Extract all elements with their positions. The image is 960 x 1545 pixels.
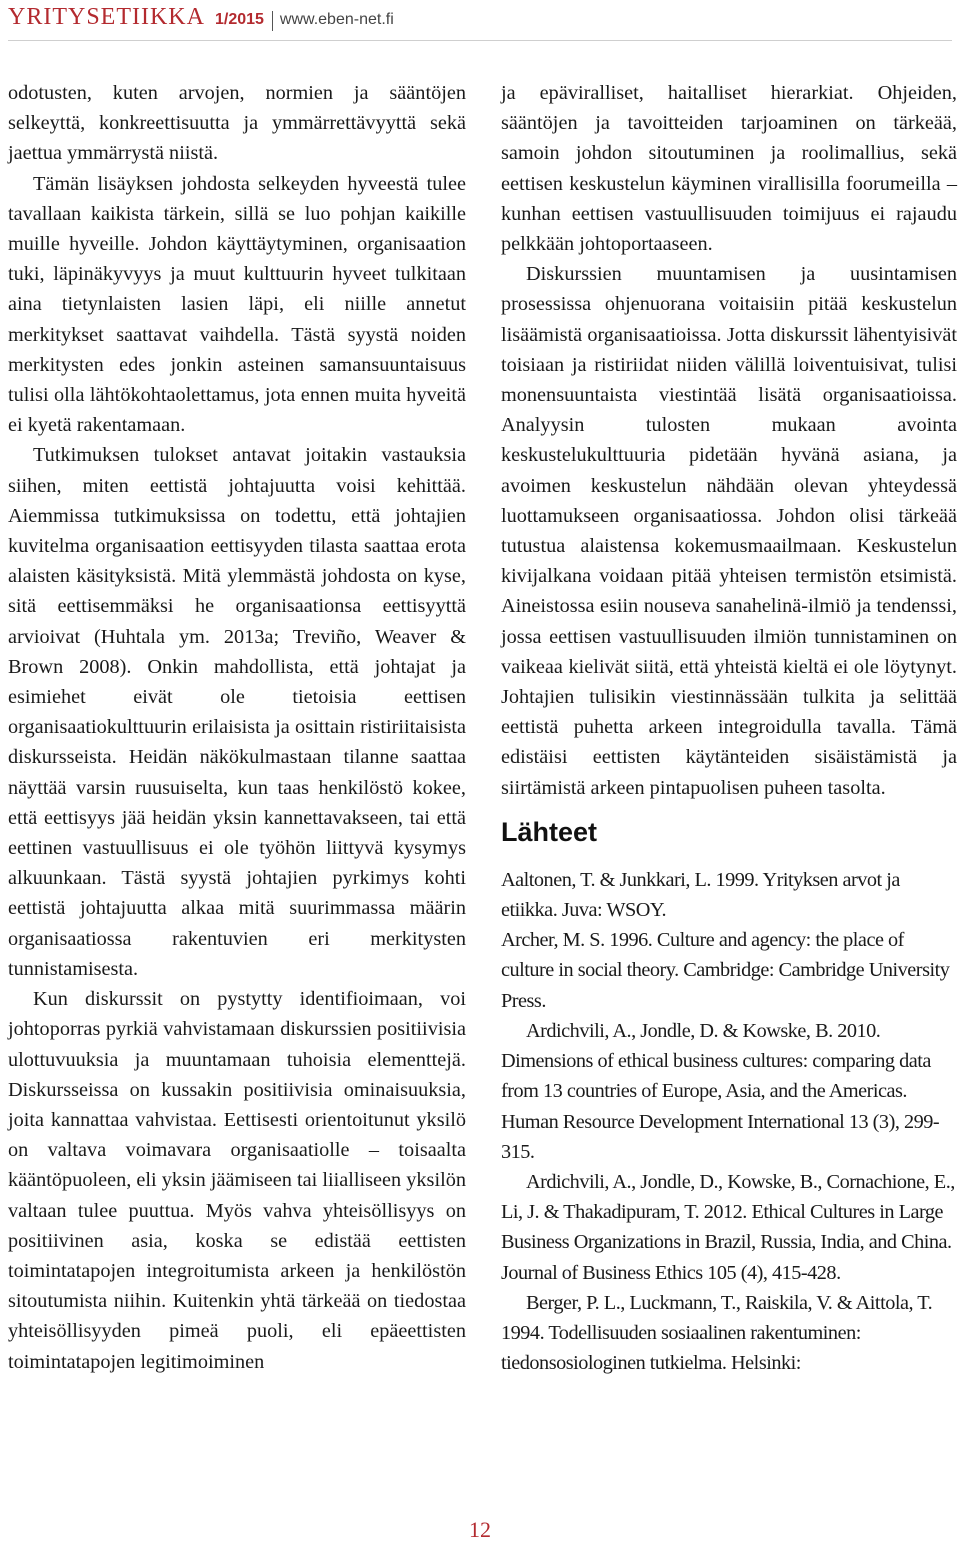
body-paragraph: ja epäviralliset, haitalliset hierarkiat. Ohjeiden, sääntöjen ja tavoitteiden tarjoaminen on tärkeää, samoin johdon sitoutuminen ja roolimallius, sekä eettisen keskustelun käyminen virallisilla foorumeilla – kunhan eettisen vastuullisuuden toimijuus ei rajaudu pelkkään johtoportaaseen. bbox=[501, 82, 957, 256]
references-heading: Lähteet bbox=[501, 816, 598, 847]
page-header bbox=[8, 4, 394, 38]
body-paragraph: Tutkimuksen tulokset antavat joitakin vastauksia siihen, miten eettistä johtajuutta voisi kehittää. Aiemmissa tutkimuksissa on todettu, että johtajien kuvitelma organisaation eettisyyden tilasta saattaa erota alaisten käsityksistä. Mitä ylemmästä johdosta on kyse, sitä eettisemmäksi he organisaationsa eettisyyttä arvioivat (Huhtala ym. 2013a; Treviño, Weaver & Brown 2008). Onkin mahdollista, että johtajat ja esimiehet eivät ole tietoisia eettisen organisaatiokulttuurin erilaisista ja osittain ristiriitaisista diskursseista. Heidän näkökulmastaan tilanne saattaa näyttää varsin ruusuiselta, kun taas henkilöstö kokee, että eettisyys jää heidän yksin kannettavakseen, tai että eettinen vastuullisuus ei ole työhön liittyvä kysymys alkuunkaan. Tästä syystä johtajien pyrkimys kohti eettistä johtajuutta alkaa mitä suurimmassa määrin organisaatiossa rakentuvien eri merkitysten tunnistamisesta. bbox=[8, 444, 466, 980]
body-paragraph: odotusten, kuten arvojen, normien ja sääntöjen selkeyttä, konkreettisuutta ja ymmärrettävyyttä sekä jaettua ymmärrystä niistä. bbox=[8, 82, 466, 165]
reference-item: Aaltonen, T. & Junkkari, L. 1999. Yrityksen arvot ja etiikka. Juva: WSOY. bbox=[501, 868, 900, 922]
body-paragraph: Diskurssien muuntamisen ja uusintamisen prosessissa ohjenuorana voitaisiin pitää keskustelun lisäämistä organisaatioissa. Jotta diskurssit lähentyisivät toisiaan ja ristiriidat niiden välillä loiventuisivat, tulisi monensuuntaista viestintää lisätä organisaatioissa. Analyysin tulosten mukaan avointa keskustelukulttuuria pidetään hyvänä asiana, ja avoimen keskustelun nähdään olevan yhteydessä luottamukseen organisaatiossa. Johdon olisi tärkeää tutustua alaistensa kokemusmaailmaan. Keskustelun kivijalkana voidaan pitää yhteisen termistön etsimistä. Aineistossa esiin nouseva sanahelinä-ilmiö ja tendenssi, jossa eettisen vastuullisuuden ilmiön tunnistaminen on vaikeaa kielivät siitä, että yhteistä kieltä ei ole löytynyt. Johtajien tulisikin viestinnässään tulkita ja selittää eettistä puhetta arkeen integroidulla tavalla. Tämä edistäisi eettisten käytänteiden sisäistämistä ja siirtämistä arkeen pintapuolisen puheen tasolta. bbox=[501, 263, 957, 799]
reference-item: Ardichvili, A., Jondle, D. & Kowske, B. 2010. Dimensions of ethical business cultures: comparing data from 13 countries of Europe, Asia, and the Americas. Human Resource Development International 13 (3), 299-315. bbox=[501, 1019, 940, 1163]
magazine-url: www.eben-net.fi bbox=[279, 11, 394, 28]
right-column bbox=[501, 78, 957, 1378]
header-separator bbox=[272, 11, 273, 31]
reference-item: Archer, M. S. 1996. Culture and agency: the place of culture in social theory. Cambridge: Cambridge University Press. bbox=[501, 929, 950, 1012]
issue-number: 1/2015 bbox=[214, 11, 264, 28]
body-paragraph: Tämän lisäyksen johdosta selkeyden hyveestä tulee tavallaan kaikista tärkein, sillä se luo pohjan kaikille muille hyveille. Johdon käyttäytyminen, organisaation tuki, läpinäkyvyys ja muut kulttuurin hyveet tulkitaan aina tietynlaisten lasien läpi, eli niille annetut merkitykset saattavat vaihdella. Tästä syystä noiden merkitysten edes jonkin asteinen samansuuntaisuus tulisi olla lähtökohtaolettamus, jota ennen muita hyveitä ei kyetä rakentamaan. bbox=[8, 172, 466, 437]
reference-item: Ardichvili, A., Jondle, D., Kowske, B., Cornachione, E., Li, J. & Thakadipuram, T. 2012. Ethical Cultures in Large Business Organizations in Brazil, Russia, India, and China. Journal of Business Ethics 105 (4), 415-428. bbox=[501, 1170, 955, 1284]
page-number: 12 bbox=[469, 1517, 491, 1542]
reference-item: Berger, P. L., Luckmann, T., Raiskila, V. & Aittola, T. 1994. Todellisuuden sosiaalinen rakentuminen: tiedonsosiologinen tutkielma. Helsinki: bbox=[501, 1291, 933, 1375]
magazine-title: YRITYSETIIKKA bbox=[8, 4, 205, 30]
left-column bbox=[8, 78, 466, 1377]
body-paragraph: Kun diskurssit on pystytty identifioimaan, voi johtoporras pyrkiä vahvistamaan diskurssien positiivisia ulottuvuuksia ja muuntamaan tuhoisia elementtejä. Diskursseissa on kussakin positiivisia ominaisuuksia, joita kannattaa vahvistaa. Eettisesti orientoitunut yksilö on valtava voimavara organisaatiolle – toisaalta kääntöpuoleen, eli yksin jäämiseen tai liialliseen yksilön valtaan tulee puuttua. Myös vahva yhteisöllisyys on positiivinen asia, koska se edistää eettisten toimintatapojen integroitumista arkeen ja henkilöstön sitoutumista niihin. Kuitenkin yhtä tärkeää on tiedostaa yhteisöllisyyden pimeä puoli, eli epäeettisten toimintatapojen legitimoiminen bbox=[8, 988, 466, 1373]
header-rule bbox=[8, 40, 952, 41]
